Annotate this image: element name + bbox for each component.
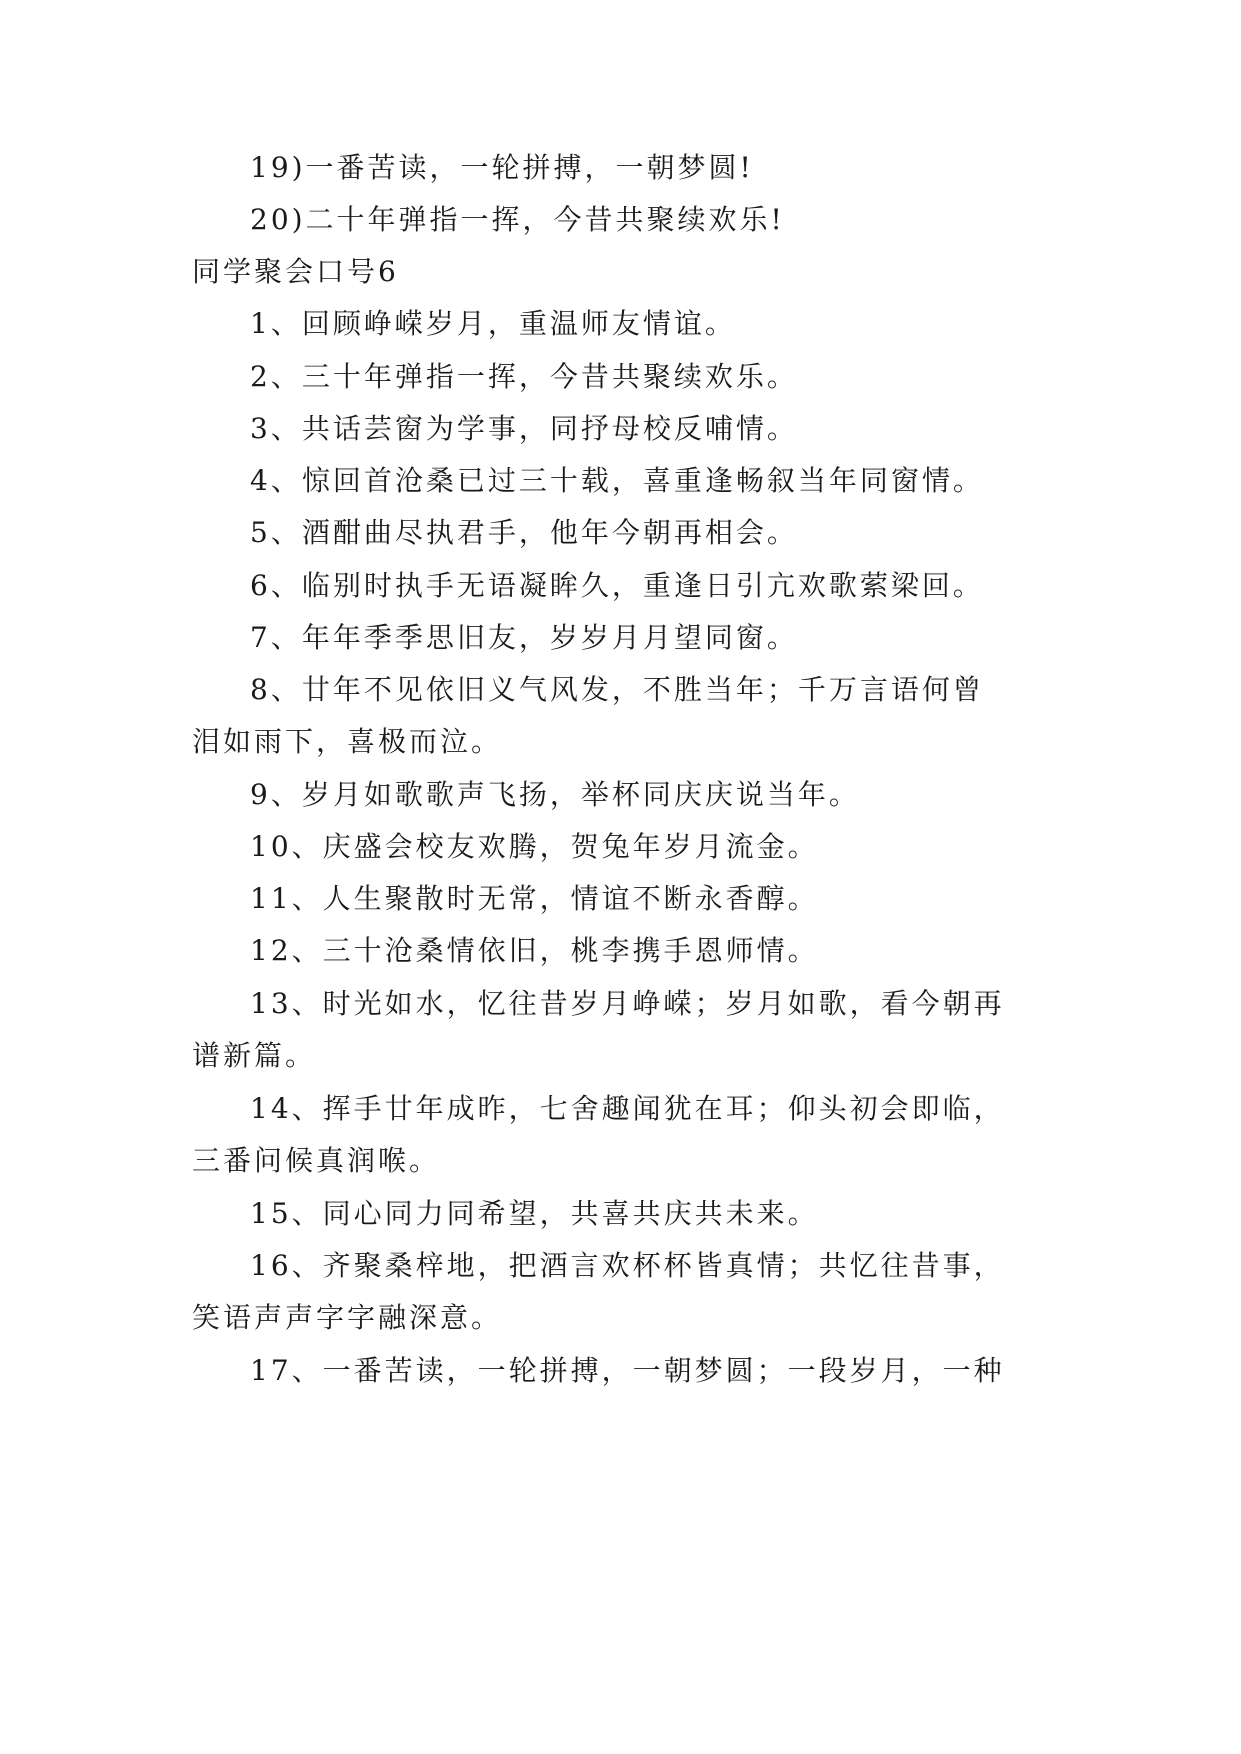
slogan-line-12: 12、三十沧桑情依旧，桃李携手恩师情。 <box>250 934 819 967</box>
slogan-line-2: 2、三十年弹指一挥，今昔共聚续欢乐。 <box>250 360 798 393</box>
section-heading: 同学聚会口号6 <box>192 255 399 288</box>
slogan-line-16: 16、齐聚桑梓地，把酒言欢杯杯皆真情；共忆往昔事， <box>250 1249 1005 1282</box>
slogan-line-6: 6、临别时执手无语凝眸久，重逢日引亢欢歌萦梁回。 <box>250 569 984 602</box>
slogan-line-10: 10、庆盛会校友欢腾，贺兔年岁月流金。 <box>250 830 819 863</box>
slogan-line-4: 4、惊回首沧桑已过三十载，喜重逢畅叙当年同窗情。 <box>250 464 984 497</box>
slogan-line-8-continued: 泪如雨下，喜极而泣。 <box>192 725 503 758</box>
slogan-line-13: 13、时光如水，忆往昔岁月峥嵘；岁月如歌，看今朝再 <box>250 987 1005 1020</box>
slogan-line-17: 17、一番苦读，一轮拼搏，一朝梦圆；一段岁月，一种 <box>250 1354 1005 1387</box>
slogan-line-9: 9、岁月如歌歌声飞扬，举杯同庆庆说当年。 <box>250 778 860 811</box>
slogan-line-20: 20)二十年弹指一挥，今昔共聚续欢乐! <box>250 203 785 236</box>
slogan-line-5: 5、酒酣曲尽执君手，他年今朝再相会。 <box>250 516 798 549</box>
slogan-line-1: 1、回顾峥嵘岁月，重温师友情谊。 <box>250 307 736 340</box>
slogan-line-13-continued: 谱新篇。 <box>192 1039 317 1072</box>
slogan-line-15: 15、同心同力同希望，共喜共庆共未来。 <box>250 1197 819 1230</box>
slogan-line-16-continued: 笑语声声字字融深意。 <box>192 1301 503 1334</box>
slogan-line-8: 8、廿年不见依旧义气风发，不胜当年；千万言语何曾 <box>250 673 984 706</box>
slogan-line-3: 3、共话芸窗为学事，同抒母校反哺情。 <box>250 412 798 445</box>
slogan-line-14: 14、挥手廿年成昨，七舍趣闻犹在耳；仰头初会即临， <box>250 1092 1005 1125</box>
slogan-line-19: 19)一番苦读，一轮拼搏，一朝梦圆! <box>250 151 754 184</box>
slogan-line-14-continued: 三番问候真润喉。 <box>192 1144 441 1177</box>
slogan-line-7: 7、年年季季思旧友，岁岁月月望同窗。 <box>250 621 798 654</box>
slogan-line-11: 11、人生聚散时无常，情谊不断永香醇。 <box>250 882 819 915</box>
